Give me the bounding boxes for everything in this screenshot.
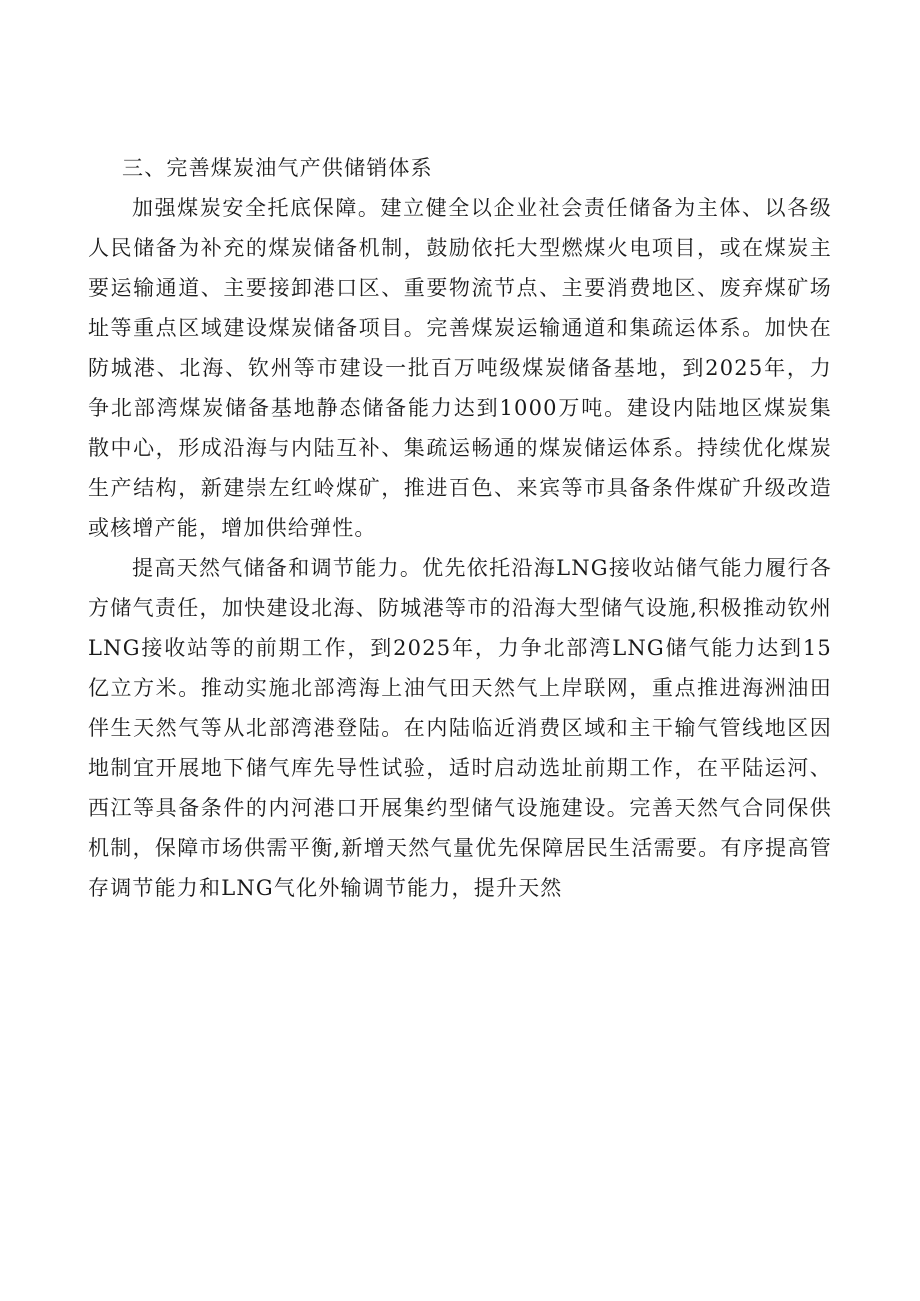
document-body bbox=[88, 148, 832, 908]
section-heading: 三、完善煤炭油气产供储销体系 bbox=[122, 156, 433, 180]
paragraph-coal-reserve: 加强煤炭安全托底保障。建立健全以企业社会责任储备为主体、以各级人民储备为补充的煤炭储备机制，鼓励依托大型燃煤火电项目，或在煤炭主要运输通道、主要接卸港口区、重要物流节点、主要消费地区、废弃煤矿场址等重点区域建设煤炭储备项目。完善煤炭运输通道和集疏运体系。加快在防城港、北海、钦州等市建设一批百万吨级煤炭储备基地，到2025年，力争北部湾煤炭储备基地静态储备能力达到1000万吨。建设内陆地区煤炭集散中心，形成沿海与内陆互补、集疏运畅通的煤炭储运体系。持续优化煤炭生产结构，新建崇左红岭煤矿，推进百色、来宾等市具备条件煤矿升级改造或核增产能，增加供给弹性。 bbox=[88, 196, 832, 540]
paragraph-gas-reserve: 提高天然气储备和调节能力。优先依托沿海LNG接收站储气能力履行各方储气责任，加快建设北海、防城港等市的沿海大型储气设施,积极推动钦州LNG接收站等的前期工作，到2025年，力争北部湾LNG储气能力达到15亿立方米。推动实施北部湾海上油气田天然气上岸联网，重点推进海洲油田伴生天然气等从北部湾港登陆。在内陆临近消费区域和主干输气管线地区因地制宜开展地下储气库先导性试验，适时启动选址前期工作，在平陆运河、西江等具备条件的内河港口开展集约型储气设施建设。完善天然气合同保供机制，保障市场供需平衡,新增天然气量优先保障居民生活需要。有序提高管存调节能力和LNG气化外输调节能力，提升天然 bbox=[88, 556, 832, 900]
